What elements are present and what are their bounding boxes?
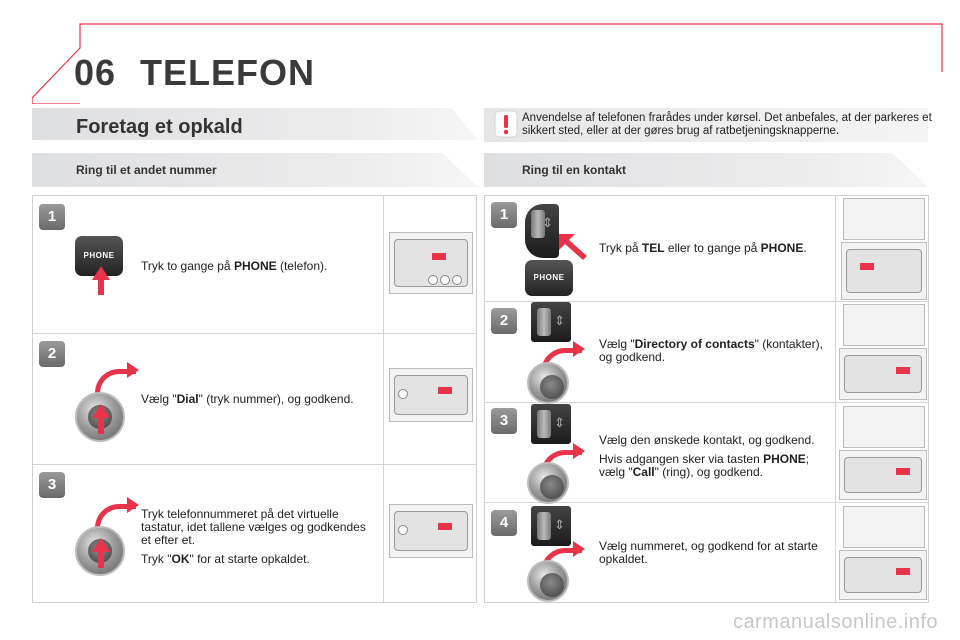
- warning-text: Anvendelse af telefonen frarådes under kørsel. Det anbefales, at der parkeres et sikkert sted, eller at der gøres brug af ratbetjeningsknapperne.: [522, 112, 932, 137]
- step-badge: 3: [39, 472, 65, 498]
- rotate-arrow-head: [573, 443, 585, 459]
- rotate-arrow-head: [127, 362, 139, 378]
- step-text: Vælg den ønskede kontakt, og godkend. Hvis adgangen sker via tasten PHONE; vælg "Call" (ring), og godkend.: [599, 433, 815, 479]
- press-arrow-icon: [557, 230, 589, 260]
- steering-control-icon: [525, 204, 559, 258]
- radio-panel-image: [839, 550, 927, 600]
- radio-panel-image: [839, 348, 927, 400]
- step-text: Vælg nummeret, og godkend for at starte opkaldet.: [599, 539, 818, 566]
- step-text: Vælg "Directory of contacts" (kontakter), og godkend.: [599, 337, 823, 364]
- chapter-number: 06: [74, 52, 117, 93]
- chapter-title: TELEFON: [140, 52, 315, 93]
- step-badge: 1: [491, 202, 517, 228]
- rotate-arrow-head: [127, 497, 139, 513]
- section-title: Foretag et opkald: [76, 116, 243, 138]
- step-badge: 1: [39, 204, 65, 230]
- left-steps-panel: [32, 195, 477, 603]
- right-steps-panel: [484, 195, 929, 603]
- step-badge: 3: [491, 408, 517, 434]
- thumbwheel-icon: [531, 302, 571, 342]
- rotate-arrow-head: [573, 541, 585, 557]
- step-text: Tryk to gange på PHONE (telefon).: [141, 259, 328, 273]
- rotary-knob-icon: [527, 362, 569, 404]
- arrow-shaft: [98, 416, 104, 434]
- radio-panel-image: [389, 368, 473, 422]
- steering-wheel-image: [843, 406, 925, 448]
- radio-panel-image: [389, 232, 473, 294]
- steering-wheel-image: [843, 506, 925, 548]
- step-text: Vælg "Dial" (tryk nummer), og godkend.: [141, 392, 354, 406]
- steering-wheel-image: [843, 304, 925, 346]
- arrow-shaft: [98, 550, 104, 568]
- rotary-knob-icon: [527, 462, 569, 504]
- thumbwheel-icon: [531, 506, 571, 546]
- radio-panel-image: [839, 450, 927, 500]
- step-badge: 4: [491, 510, 517, 536]
- watermark: carmanualsonline.info: [732, 611, 938, 633]
- radio-panel-image: [841, 242, 927, 300]
- arrow-up-icon: [92, 266, 110, 280]
- step-text: Tryk telefonnummeret på det virtuelle tastatur, idet tallene vælges og godkendes et efter et. Tryk "OK" for at starte opkaldet.: [141, 507, 366, 566]
- rotate-arrow-head: [573, 341, 585, 357]
- right-subtitle: Ring til en kontakt: [522, 163, 627, 177]
- thumbwheel-icon: [531, 404, 571, 444]
- steering-wheel-image: [843, 198, 925, 240]
- step-text: Tryk på TEL eller to gange på PHONE.: [599, 241, 807, 255]
- rotary-knob-icon: [527, 560, 569, 602]
- warning-icon: [494, 110, 518, 138]
- phone-key-icon: PHONE: [525, 260, 573, 296]
- step-badge: 2: [39, 341, 65, 367]
- phone-key-icon: PHONE: [75, 236, 123, 276]
- left-subtitle: Ring til et andet nummer: [76, 163, 217, 177]
- radio-panel-image: [389, 504, 473, 558]
- step-badge: 2: [491, 308, 517, 334]
- arrow-shaft: [98, 279, 104, 295]
